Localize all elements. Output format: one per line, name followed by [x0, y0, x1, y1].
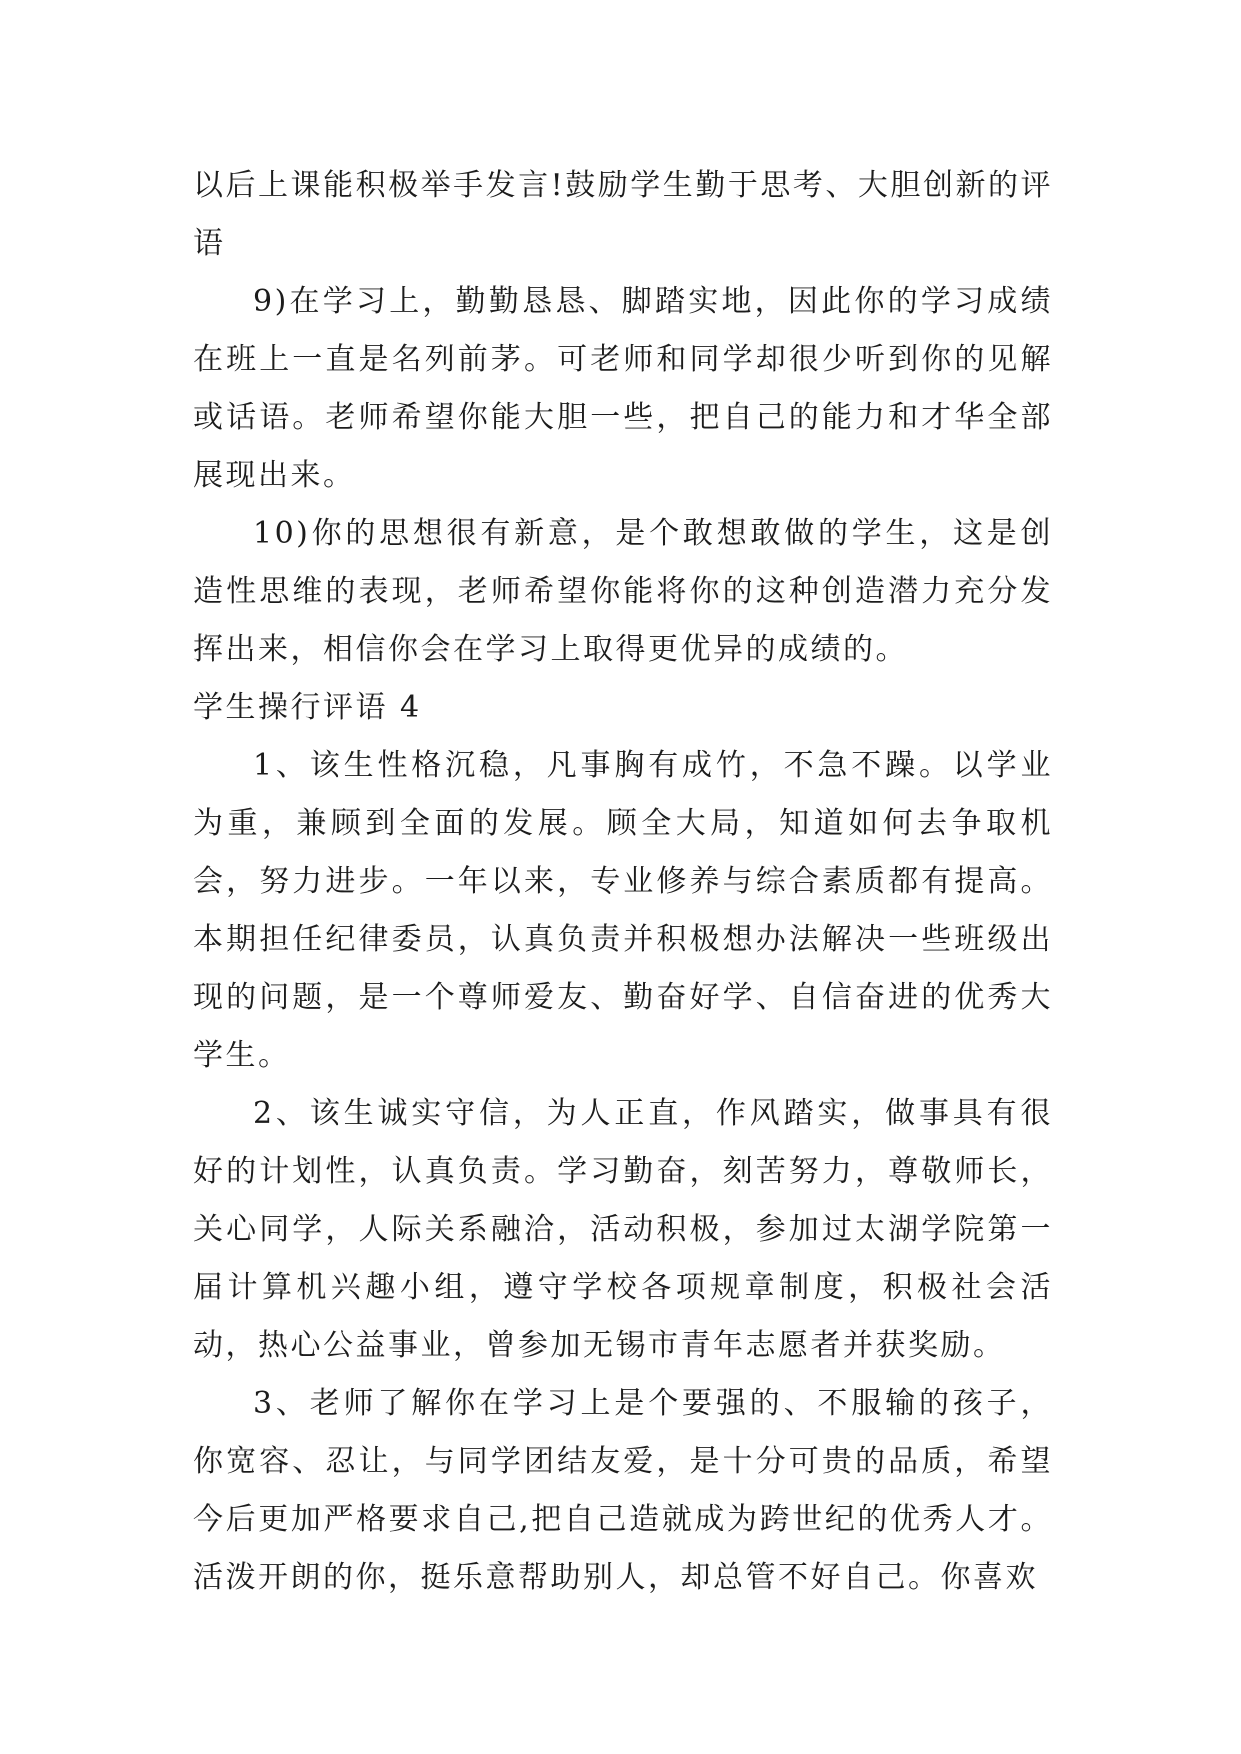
paragraph-item-3: 3、老师了解你在学习上是个要强的、不服输的孩子，你宽容、忍让，与同学团结友爱，是十分可贵的品质，希望今后更加严格要求自己,把自己造就成为跨世纪的优秀人才。活泼开朗的你，挺乐意帮助别人，却总管不好自己。你喜欢: [193, 1386, 1053, 1595]
paragraph-intro: 以后上课能积极举手发言!鼓励学生勤于思考、大胆创新的评语: [193, 168, 1053, 261]
paragraph-item-2: 2、该生诚实守信，为人正直，作风踏实，做事具有很好的计划性，认真负责。学习勤奋，刻苦努力，尊敬师长，关心同学，人际关系融洽，活动积极，参加过太湖学院第一届计算机兴趣小组，遵守学校各项规章制度，积极社会活动，热心公益事业，曾参加无锡市青年志愿者并获奖励。: [193, 1096, 1053, 1363]
paragraph-item-10: 10)你的思想很有新意，是个敢想敢做的学生，这是创造性思维的表现，老师希望你能将你的这种创造潜力充分发挥出来，相信你会在学习上取得更优异的成绩的。: [193, 516, 1053, 667]
document-body: [193, 157, 1053, 1607]
section-heading: 学生操行评语 4: [193, 690, 422, 725]
paragraph-item-1: 1、该生性格沉稳，凡事胸有成竹，不急不躁。以学业为重，兼顾到全面的发展。顾全大局，知道如何去争取机会，努力进步。一年以来，专业修养与综合素质都有提高。本期担任纪律委员，认真负责并积极想办法解决一些班级出现的问题，是一个尊师爱友、勤奋好学、自信奋进的优秀大学生。: [193, 748, 1053, 1073]
paragraph-item-9: 9)在学习上，勤勤恳恳、脚踏实地，因此你的学习成绩在班上一直是名列前茅。可老师和同学却很少听到你的见解或话语。老师希望你能大胆一些，把自己的能力和才华全部展现出来。: [193, 284, 1053, 493]
